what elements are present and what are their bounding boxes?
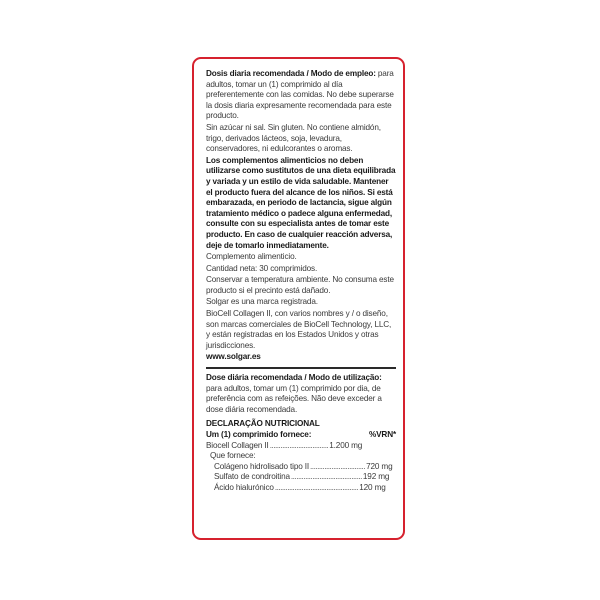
es-dosage-text: para adultos, tomar un (1) comprimido al día preferentemente con las comidas. No debe superarse la dosis diaria expresamente recomendada para este producto. bbox=[206, 69, 394, 121]
nutrition-row bbox=[206, 483, 396, 494]
nutrition-main-row bbox=[206, 441, 396, 452]
es-net-quantity: Cantidad neta: 30 comprimidos. bbox=[206, 263, 318, 273]
serving-label: Um (1) comprimido fornece: bbox=[206, 430, 312, 439]
es-biocell-trademark: BioCell Collagen II, con varios nombres y / o diseño, son marcas comerciales de BioCell Technology, LLC, y están registradas en los Estados Unidos y otras jurisdicciones. bbox=[206, 309, 392, 350]
provides-label: Que fornece: bbox=[210, 451, 256, 461]
nutrient-amount: 120 mg bbox=[359, 482, 386, 492]
nutrition-title: DECLARAÇÃO NUTRICIONAL bbox=[206, 419, 320, 429]
es-storage: Conservar a temperatura ambiente. No consuma este producto si el precinto está dañado. bbox=[206, 275, 394, 295]
nutrition-row bbox=[206, 462, 396, 473]
website-link[interactable]: www.solgar.es bbox=[206, 352, 261, 362]
es-warning: Los complementos alimenticios no deben utilizarse como sustitutos de una dieta equilibrada y variada y un estilo de vida saludable. Mantener el producto fuera del alcance de los niños. Si está embarazada, en periodo de lactancia, sigue algún tratamiento médico o padece alguna enfermedad, consulte con su especialista antes de tomar este producto. En caso de cualquier reacción adversa, deje de tomarlo inmediatamente. bbox=[206, 155, 396, 250]
nutrient-name: Ácido hialurónico bbox=[214, 482, 274, 492]
vrn-label: %VRN* bbox=[368, 430, 396, 439]
es-category: Complemento alimenticio. bbox=[206, 252, 297, 262]
pt-dosage-label: Dose diária recomendada / Modo de utilização: bbox=[206, 373, 382, 383]
nutrient-amount: 1.200 mg bbox=[329, 440, 363, 450]
label-content bbox=[206, 69, 396, 494]
es-free-from: Sin azúcar ni sal. Sin gluten. No contiene almidón, trigo, derivados lácteos, soja, levadura, conservadores, ni edulcorantes o aromas. bbox=[206, 122, 381, 154]
section-divider bbox=[206, 367, 396, 369]
pt-dosage-paragraph bbox=[206, 373, 396, 415]
nutrient-name: Biocell Collagen II bbox=[206, 440, 269, 450]
product-label-panel bbox=[192, 57, 405, 540]
leader-dots: ................................. bbox=[269, 440, 329, 450]
leader-dots: ............................................... bbox=[274, 482, 359, 492]
leader-dots: ........................................ bbox=[290, 472, 362, 482]
nutrition-row bbox=[206, 472, 396, 483]
pt-dosage-text: para adultos, tomar um (1) comprimido por dia, de preferência com as refeições. Não deve exceder a dose diária recomendada. bbox=[206, 383, 382, 414]
nutrient-name: Sulfato de condroitina bbox=[214, 472, 290, 482]
nutrient-name: Colágeno hidrolisado tipo II bbox=[214, 461, 310, 471]
es-trademark: Solgar es una marca registrada. bbox=[206, 297, 318, 307]
es-dosage-paragraph bbox=[206, 69, 396, 122]
leader-dots: ............................... bbox=[310, 461, 366, 471]
nutrient-amount: 192 mg bbox=[362, 472, 390, 482]
nutrient-amount: 720 mg bbox=[366, 461, 393, 471]
es-dosage-label: Dosis diaria recomendada / Modo de empleo: bbox=[206, 69, 376, 78]
nutrition-header bbox=[206, 430, 396, 441]
